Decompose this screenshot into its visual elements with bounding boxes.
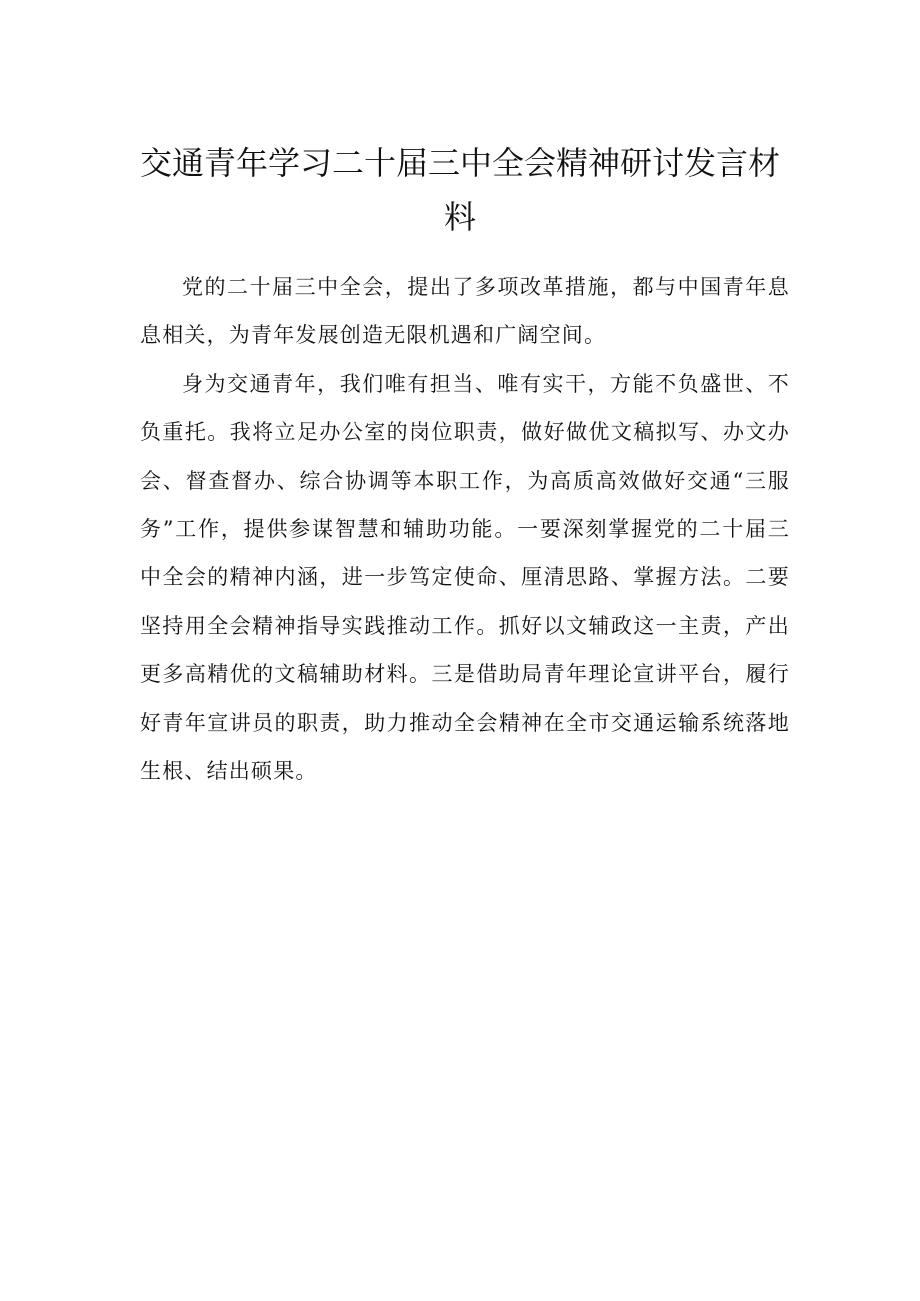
- document-title: 交通青年学习二十届三中全会精神研讨发言材料: [140, 144, 781, 236]
- paragraph-2: 身为交通青年，我们唯有担当、唯有实干，方能不负盛世、不负重托。我将立足办公室的岗位职责，做好做优文稿拟写、办文办会、督查督办、综合协调等本职工作，为高质高效做好交通“三服务”工作，提供参谋智慧和辅助功能。一要深刻掌握党的二十届三中全会的精神内涵，进一步笃定使命、厘清思路、掌握方法。二要坚持用全会精神指导实践推动工作。抓好以文辅政这一主责，产出更多高精优的文稿辅助材料。三是借助局青年理论宣讲平台，履行好青年宣讲员的职责，助力推动全会精神在全市交通运输系统落地生根、结出硕果。: [140, 371, 790, 784]
- document-body: [140, 263, 790, 795]
- paragraph-1: 党的二十届三中全会，提出了多项改革措施，都与中国青年息息相关，为青年发展创造无限机遇和广阔空间。: [140, 275, 790, 348]
